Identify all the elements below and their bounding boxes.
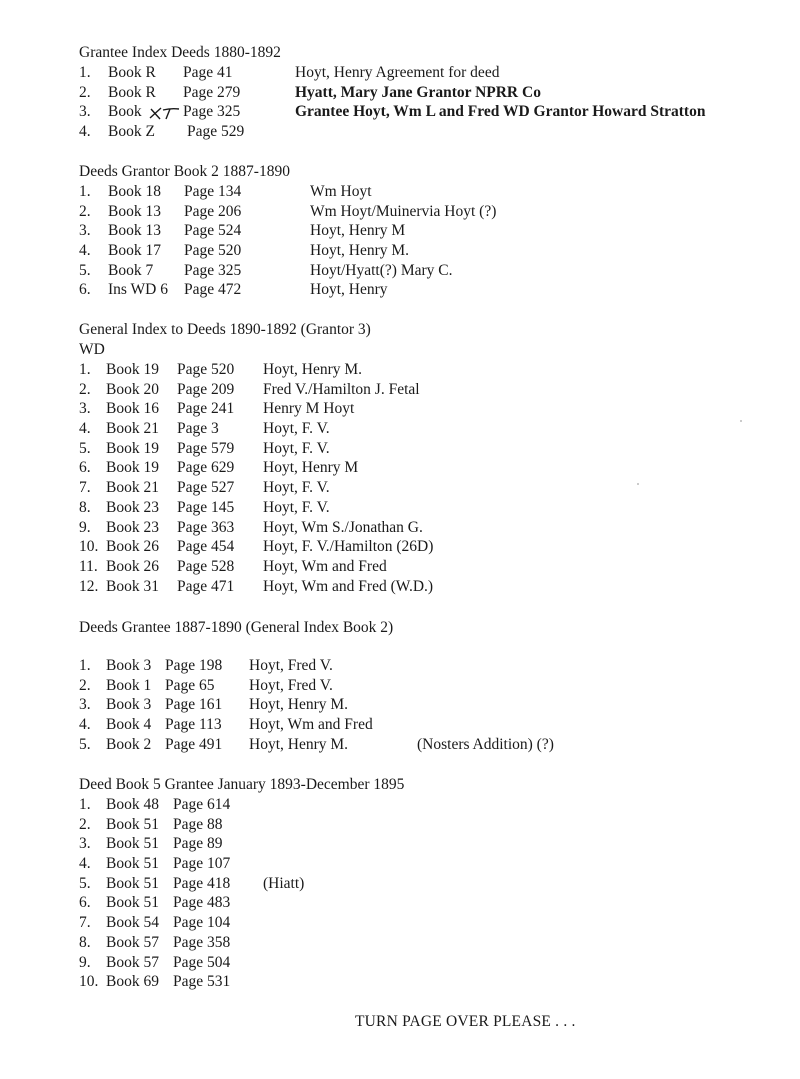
- entry-name: Hoyt, F. V.: [263, 420, 330, 438]
- entry-name: Wm Hoyt/Muinervia Hoyt (?): [310, 202, 497, 220]
- book-ref: Book 23: [106, 498, 159, 516]
- book-ref: Book 18: [108, 183, 161, 200]
- page-ref: Page 145: [177, 498, 235, 516]
- book-ref: Book 13: [108, 202, 161, 220]
- list-item: [79, 498, 371, 518]
- page-ref: Page 528: [177, 557, 235, 575]
- page-ref: Page 3: [177, 420, 219, 438]
- handwritten-xt-mark: [147, 105, 181, 121]
- book-ref: Book 26: [106, 538, 159, 556]
- entry-name: Grantee Hoyt, Wm L and Fred WD Grantor Howard Stratton: [295, 103, 706, 121]
- page-ref: Page 524: [184, 222, 242, 240]
- book-ref: Book 69: [106, 973, 159, 991]
- page-ref: Page 454: [177, 538, 235, 556]
- book-ref: Book 23: [106, 518, 159, 536]
- item-number: 4.: [79, 420, 91, 438]
- book-ref: Book R: [108, 64, 156, 81]
- item-number: 2.: [79, 83, 91, 101]
- book-ref: Book 57: [106, 953, 159, 971]
- book-ref: Book 19: [106, 439, 159, 457]
- page-ref: Page 206: [184, 202, 242, 220]
- entry-name: Hoyt, Henry M.: [249, 735, 349, 753]
- item-number: 2.: [79, 380, 91, 398]
- item-number: 8.: [79, 498, 91, 516]
- section-deeds-grantee-1887-1890: [79, 618, 554, 754]
- section-grantee-index-1880-1892: [79, 43, 706, 142]
- scan-speck: [740, 420, 742, 422]
- section-deed-book-5-grantee: [79, 775, 404, 992]
- page-ref: Page 471: [177, 577, 235, 595]
- page-ref: Page 629: [177, 459, 235, 477]
- entry-name: Hoyt, Henry Agreement for deed: [295, 64, 500, 81]
- page-ref: Page 418: [173, 874, 231, 892]
- item-number: 4.: [79, 716, 91, 734]
- page-ref: Page 358: [173, 933, 231, 951]
- entry-name: Hoyt, Fred V.: [249, 676, 333, 694]
- book-ref: Book 21: [106, 420, 159, 438]
- list-item: [79, 656, 393, 676]
- item-number: 8.: [79, 933, 91, 951]
- list-item: [79, 913, 404, 933]
- book-ref: Book: [108, 103, 142, 121]
- item-number: 9.: [79, 518, 91, 536]
- entry-name: Henry M Hoyt: [263, 400, 355, 418]
- page-ref: Page 504: [173, 953, 231, 971]
- page-ref: Page 209: [177, 380, 235, 398]
- list-item: [79, 893, 404, 913]
- section-subheading: WD: [79, 341, 105, 358]
- list-item: [79, 815, 404, 835]
- page-ref: Page 472: [184, 281, 242, 299]
- item-number: 4.: [79, 123, 91, 141]
- list-item: [79, 399, 371, 419]
- list-item: [79, 122, 281, 142]
- entry-name: Hoyt, Henry M.: [249, 696, 349, 714]
- item-number: 2.: [79, 676, 91, 694]
- entry-name: Hoyt, F. V.: [263, 479, 330, 497]
- page-ref: Page 198: [165, 657, 223, 674]
- entry-note: (Nosters Addition) (?): [417, 735, 554, 753]
- list-item: [79, 380, 420, 400]
- item-number: 1.: [79, 796, 91, 813]
- page-ref: Page 325: [183, 103, 241, 121]
- item-number: 12.: [79, 577, 99, 595]
- item-number: 9.: [79, 953, 91, 971]
- book-ref: Book 26: [106, 557, 159, 575]
- entry-name: Fred V./Hamilton J. Fetal: [263, 380, 420, 398]
- item-number: 5.: [79, 439, 91, 457]
- book-ref: Book 48: [106, 796, 159, 813]
- book-ref: Book 16: [106, 400, 159, 418]
- list-item: [79, 221, 406, 241]
- entry-name: Hoyt, Wm and Fred: [249, 716, 373, 734]
- list-item: [79, 182, 372, 202]
- list-item: [79, 478, 371, 498]
- list-item: [79, 518, 423, 538]
- book-ref: Book 13: [108, 222, 161, 240]
- footer-note: TURN PAGE OVER PLEASE . . .: [355, 1013, 576, 1030]
- book-ref: Book 21: [106, 479, 159, 497]
- book-ref: Book 4: [106, 716, 152, 734]
- list-item: [79, 577, 434, 597]
- item-number: 4.: [79, 855, 91, 873]
- item-number: 10.: [79, 973, 99, 991]
- section-deeds-grantor-book-2: [79, 162, 497, 300]
- list-item: [79, 83, 541, 103]
- entry-name: Hoyt, Wm and Fred: [263, 557, 387, 575]
- item-number: 6.: [79, 894, 91, 912]
- page-ref: Page 614: [173, 796, 231, 813]
- page-ref: Page 88: [173, 815, 223, 833]
- item-number: 6.: [79, 459, 91, 477]
- book-ref: Book 19: [106, 459, 159, 477]
- list-item: [79, 102, 706, 122]
- page-ref: Page 134: [184, 183, 242, 200]
- section-heading: General Index to Deeds 1890-1892 (Grantor 3): [79, 321, 371, 338]
- book-ref: Book Z: [108, 123, 155, 141]
- list-item: [79, 715, 393, 735]
- book-ref: Book R: [108, 83, 156, 101]
- page-ref: Page 65: [165, 676, 215, 694]
- book-ref: Book 3: [106, 696, 152, 714]
- page-ref: Page 161: [165, 696, 223, 714]
- list-item: [79, 972, 404, 992]
- list-item: [79, 241, 410, 261]
- page-ref: Page 104: [173, 914, 231, 932]
- entry-name: Hoyt, Fred V.: [249, 657, 333, 674]
- page-ref: Page 279: [183, 83, 241, 101]
- list-item: [79, 261, 453, 281]
- page-ref: Page 41: [183, 64, 233, 81]
- page-ref: Page 483: [173, 894, 231, 912]
- book-ref: Book 51: [106, 835, 159, 853]
- list-item: [79, 202, 497, 222]
- book-ref: Book 57: [106, 933, 159, 951]
- list-item: [79, 439, 371, 459]
- list-item: [79, 458, 371, 478]
- item-number: 3.: [79, 103, 91, 121]
- book-ref: Book 17: [108, 242, 161, 260]
- item-number: 2.: [79, 202, 91, 220]
- page-ref: Page 531: [173, 973, 231, 991]
- item-number: 1.: [79, 64, 91, 81]
- item-number: 3.: [79, 835, 91, 853]
- page-ref: Page 325: [184, 261, 242, 279]
- item-number: 7.: [79, 914, 91, 932]
- page-ref: Page 520: [184, 242, 242, 260]
- section-heading: Deeds Grantee 1887-1890 (General Index Book 2): [79, 619, 394, 636]
- book-ref: Book 51: [106, 815, 159, 833]
- entry-name: Hoyt, Wm and Fred (W.D.): [263, 577, 434, 595]
- section-heading: Grantee Index Deeds 1880-1892: [79, 44, 281, 61]
- list-item: [79, 280, 388, 300]
- item-number: 3.: [79, 222, 91, 240]
- entry-name: Wm Hoyt: [310, 183, 372, 200]
- list-item: [79, 676, 393, 696]
- list-item: [79, 933, 404, 953]
- item-number: 5.: [79, 874, 91, 892]
- item-number: 6.: [79, 281, 91, 299]
- entry-name: Hoyt, Henry: [310, 281, 388, 299]
- page-ref: Page 241: [177, 400, 235, 418]
- list-item: [79, 834, 404, 854]
- list-item: [79, 419, 371, 439]
- page-ref: Page 113: [165, 716, 222, 734]
- entry-name: Hoyt/Hyatt(?) Mary C.: [310, 261, 453, 279]
- book-ref: Book 31: [106, 577, 159, 595]
- list-item: [79, 63, 500, 83]
- item-number: 4.: [79, 242, 91, 260]
- book-ref: Book 7: [108, 261, 154, 279]
- list-item: [79, 557, 387, 577]
- book-ref: Book 20: [106, 380, 159, 398]
- section-heading: Deeds Grantor Book 2 1887-1890: [79, 163, 290, 180]
- book-ref: Book 51: [106, 894, 159, 912]
- book-ref: Ins WD 6: [108, 281, 168, 299]
- list-item: [79, 953, 404, 973]
- list-item: [79, 537, 434, 557]
- book-ref: Book 51: [106, 855, 159, 873]
- item-number: 1.: [79, 361, 91, 378]
- book-ref: Book 1: [106, 676, 152, 694]
- page-ref: Page 107: [173, 855, 231, 873]
- entry-name: Hoyt, F. V.: [263, 439, 330, 457]
- entry-name: (Hiatt): [263, 874, 305, 892]
- page-ref: Page 491: [165, 735, 223, 753]
- entry-name: Hoyt, Henry M: [263, 459, 359, 477]
- item-number: 2.: [79, 815, 91, 833]
- scan-speck: [637, 483, 639, 485]
- book-ref: Book 2: [106, 735, 152, 753]
- entry-name: Hoyt, Henry M.: [263, 361, 363, 378]
- entry-name: Hoyt, Wm S./Jonathan G.: [263, 518, 423, 536]
- item-number: 3.: [79, 696, 91, 714]
- entry-name: Hoyt, F. V./Hamilton (26D): [263, 538, 434, 556]
- list-item: [79, 854, 404, 874]
- book-ref: Book 3: [106, 657, 152, 674]
- entry-name: Hoyt, Henry M.: [310, 242, 410, 260]
- list-item: [79, 874, 404, 894]
- section-general-index-1890-1892: [79, 320, 434, 596]
- page-ref: Page 89: [173, 835, 223, 853]
- page-ref: Page 363: [177, 518, 235, 536]
- list-item: [79, 795, 404, 815]
- item-number: 11.: [79, 557, 98, 575]
- page-ref: Page 520: [177, 361, 235, 378]
- section-heading: Deed Book 5 Grantee January 1893-December 1895: [79, 776, 405, 793]
- page-ref: Page 579: [177, 439, 235, 457]
- book-ref: Book 54: [106, 914, 159, 932]
- page-ref: Page 529: [187, 123, 245, 141]
- item-number: 5.: [79, 735, 91, 753]
- item-number: 1.: [79, 183, 91, 200]
- list-item: [79, 695, 393, 715]
- page-ref: Page 527: [177, 479, 235, 497]
- entry-name: Hyatt, Mary Jane Grantor NPRR Co: [295, 83, 541, 101]
- item-number: 3.: [79, 400, 91, 418]
- item-number: 1.: [79, 657, 91, 674]
- list-item: [79, 360, 371, 380]
- list-item: [79, 735, 554, 755]
- item-number: 5.: [79, 261, 91, 279]
- spacer: [79, 638, 393, 656]
- book-ref: Book 19: [106, 361, 159, 378]
- item-number: 7.: [79, 479, 91, 497]
- book-ref: Book 51: [106, 874, 159, 892]
- item-number: 10.: [79, 538, 99, 556]
- entry-name: Hoyt, Henry M: [310, 222, 406, 240]
- entry-name: Hoyt, F. V.: [263, 498, 330, 516]
